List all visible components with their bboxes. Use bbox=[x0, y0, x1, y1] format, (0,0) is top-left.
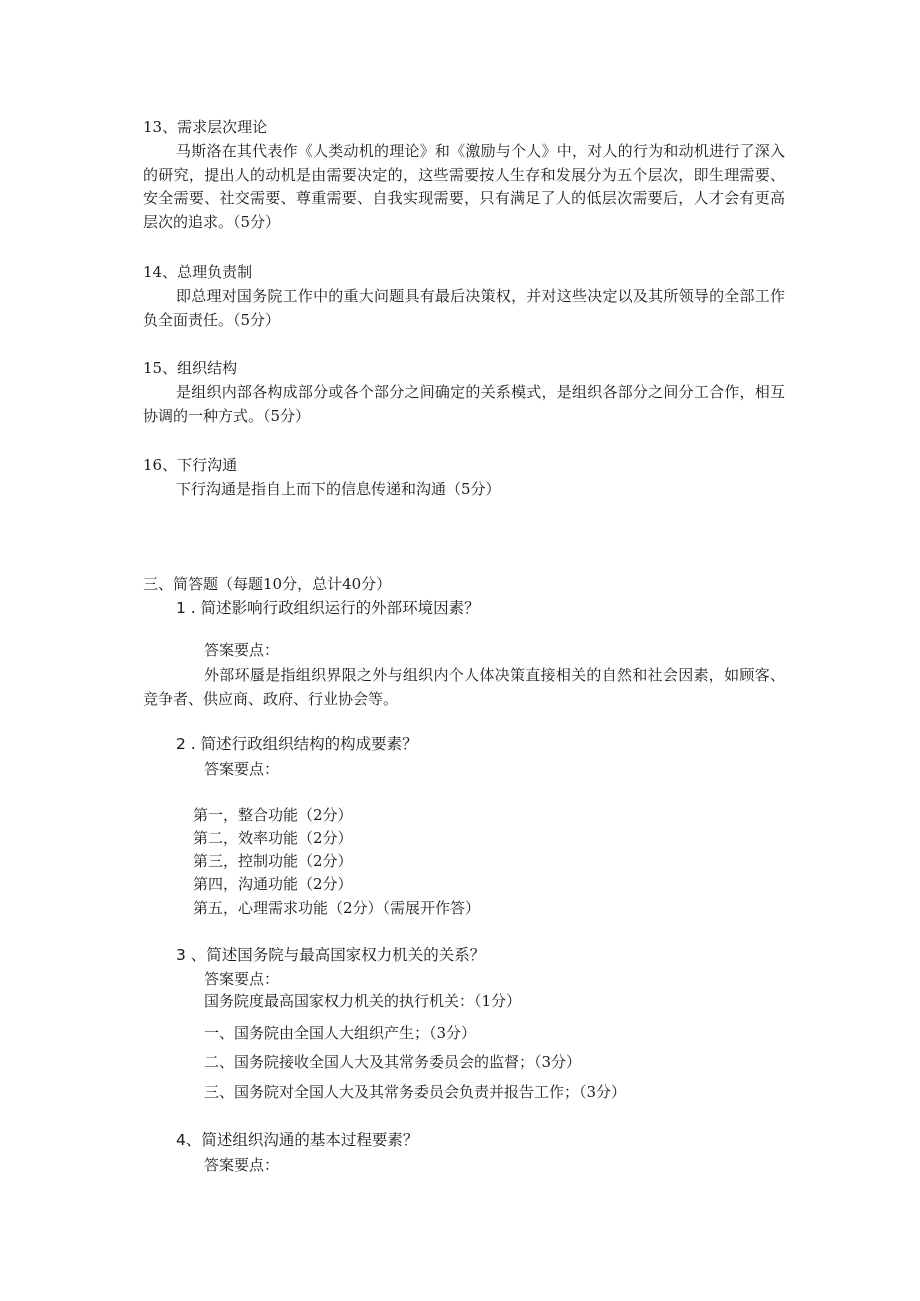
term-13-body: 马斯洛在其代表作《人类动机的理论》和《激励与个人》中，对人的行为和动机进行了深入的研究，提出人的动机是由需要决定的，这些需要按人生存和发展分为五个层次，即生理需要、安全需要、社交需要、尊重需要、自我实现需要，只有满足了人的低层次需要后，人才会有更高层次的追求。（5分） bbox=[143, 142, 785, 231]
question-2-title: 2 . 简述行政组织结构的构成要素？ bbox=[176, 735, 418, 753]
question-2-point: 第二，效率功能（2分） bbox=[193, 829, 353, 847]
question-1-answer-body: 外部环蜃是指组织界限之外与组织内个人体决策直接相关的自然和社会因素，如顾客、竞争者、供应商、政府、行业协会等。 bbox=[143, 666, 785, 708]
question-2-point: 第一，整合功能（2分） bbox=[193, 806, 353, 824]
question-3-title: 3 、简述国务院与最高国家权力机关的关系？ bbox=[176, 946, 486, 964]
term-15-body: 是组织内部各构成部分或各个部分之间确定的关系模式，是组织各部分之间分工合作，相互协调的一种方式。（5分） bbox=[143, 383, 785, 425]
question-4-answer-label: 答案要点： bbox=[204, 1156, 280, 1174]
question-2-point: 第四，沟通功能（2分） bbox=[193, 875, 353, 893]
question-3-answer-label: 答案要点： bbox=[204, 970, 280, 988]
section-title: 三、简答题（每题10分，总计40分） bbox=[143, 575, 392, 593]
question-3-intro: 国务院度最高国家权力机关的执行机关：（1分） bbox=[204, 992, 522, 1010]
term-13-heading: 13、需求层次理论 bbox=[143, 118, 268, 136]
term-14-body: 即总理对国务院工作中的重大问题具有最后决策权，并对这些决定以及其所领导的全部工作负全面责任。（5分） bbox=[143, 287, 785, 329]
term-15-heading: 15、组织结构 bbox=[143, 359, 238, 377]
question-2-answer-label: 答案要点： bbox=[204, 760, 280, 778]
question-3-point: 一、国务院由全国人大组织产生；（3分） bbox=[204, 1024, 477, 1042]
term-16-heading: 16、下行沟通 bbox=[143, 456, 238, 474]
question-2-point: 第三，控制功能（2分） bbox=[193, 852, 353, 870]
term-16-body: 下行沟通是指自上而下的信息传递和沟通（5分） bbox=[176, 480, 501, 498]
term-14-heading: 14、总理负责制 bbox=[143, 263, 253, 281]
question-3-point: 二、国务院接收全国人大及其常务委员会的监督；（3分） bbox=[204, 1053, 582, 1071]
question-2-point: 第五，心理需求功能（2分）（需展开作答） bbox=[193, 899, 481, 917]
question-1-answer-label: 答案要点： bbox=[204, 641, 280, 659]
question-3-point: 三、国务院对全国人大及其常务委员会负责并报告工作；（3分） bbox=[204, 1083, 627, 1101]
question-4-title: 4、简述组织沟通的基本过程要素？ bbox=[176, 1131, 419, 1149]
question-1-title: 1 . 简述影响行政组织运行的外部环境因素？ bbox=[176, 599, 480, 617]
